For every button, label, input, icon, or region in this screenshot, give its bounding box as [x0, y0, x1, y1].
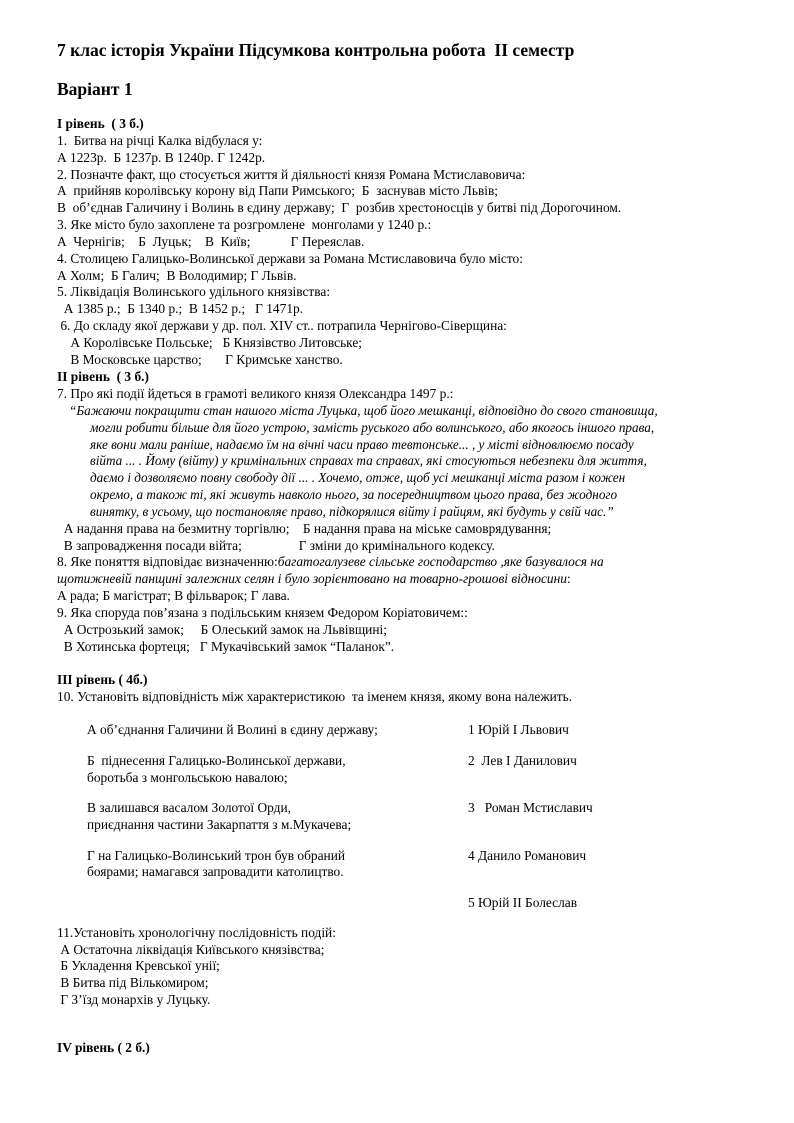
level-1-heading: І рівень ( 3 б.): [57, 116, 144, 131]
question-8-text: 8. Яке поняття відповідає визначенню:: [57, 554, 278, 569]
quote-line: даємо і дозволяємо повну свободу дії ... . Хочемо, отже, щоб усі мешканці міста разом і кожен: [90, 470, 626, 485]
quote-line: могли робити більше для його устрою, замість руського або волинського, або якогось іншого права,: [90, 420, 655, 435]
question-8-line-2: [57, 571, 571, 587]
question-11-option-c: В Битва під Вількомиром;: [57, 975, 209, 990]
question-9-options-line-2: В Хотинська фортеця; Г Мукачівський замок “Паланок”.: [57, 639, 395, 654]
match-characteristic-d-cont: боярами; намагався запровадити католицтво.: [87, 864, 344, 879]
question-8-definition-cont: щотижневій панщині залежних селян і було зорієнтовано на товарно-грошові відносини: [57, 571, 567, 586]
quote-line: яке вони мали раніше, надаємо їм на вічні часи право тевтонське... , у місті відновлюємо посаду: [90, 437, 634, 452]
question-4-options: А Холм; Б Галич; В Володимир; Г Львів.: [57, 268, 297, 283]
question-11-option-d: Г З’їзд монархів у Луцьку.: [57, 992, 211, 1007]
match-prince-5: 5 Юрій ІІ Болеслав: [468, 895, 578, 910]
question-7-options-line-1: А надання права на безмитну торгівлю; Б надання права на міське самоврядування;: [57, 521, 552, 536]
question-6-options-line-2: В Московське царство; Г Кримське ханство.: [57, 352, 343, 367]
match-characteristic-b: Б піднесення Галицько-Волинської держави,: [87, 753, 346, 768]
quote-line: винятку, в усьому, що постановляє право, підкорялися війту і райцям, які будуть у свій час.”: [90, 504, 614, 519]
question-2-options-line-1: А прийняв королівську корону від Папи Римського; Б заснував місто Львів;: [57, 183, 499, 198]
question-5: 5. Ліквідація Волинського удільного князівства:: [57, 284, 331, 299]
match-prince-2: 2 Лев І Данилович: [468, 753, 577, 768]
question-7: 7. Про які події йдеться в грамоті великого князя Олександра 1497 р.:: [57, 386, 454, 401]
question-3: 3. Яке місто було захоплене та розгромлене монголами у 1240 р.:: [57, 217, 432, 232]
level-3-heading: ІІІ рівень ( 4б.): [57, 672, 148, 687]
question-8-options: А рада; Б магістрат; В фільварок; Г лава.: [57, 588, 290, 603]
question-1-options: А 1223р. Б 1237р. В 1240р. Г 1242р.: [57, 150, 266, 165]
question-8-definition: багатогалузеве сільське господарство ,яке базувалося на: [277, 554, 604, 569]
question-4: 4. Столицею Галицько-Волинської держави за Романа Мстиславовича було місто:: [57, 251, 523, 266]
question-11: 11.Установіть хронологічну послідовність подій:: [57, 925, 336, 940]
match-prince-4: 4 Данило Романович: [468, 848, 587, 863]
match-prince-1: 1 Юрій І Львович: [468, 722, 569, 737]
match-characteristic-a: А об’єднання Галичини й Волині в єдину державу;: [87, 722, 378, 737]
question-1: 1. Битва на річці Калка відбулася у:: [57, 133, 263, 148]
question-11-option-b: Б Укладення Кревської унії;: [57, 958, 220, 973]
page-title: 7 клас історія України Підсумкова контрольна робота ІІ семестр: [57, 40, 575, 60]
question-7-options-line-2: В запровадження посади війта; Г зміни до кримінального кодексу.: [57, 538, 495, 553]
question-9-options-line-1: А Острозький замок; Б Олеський замок на Львівщині;: [57, 622, 387, 637]
variant-label: Варіант 1: [57, 79, 133, 99]
question-2-options-line-2: В об’єднав Галичину і Волинь в єдину державу; Г розбив хрестоносців у битві під Дорогочином.: [57, 200, 622, 215]
match-characteristic-c: В залишався васалом Золотої Орди,: [87, 800, 292, 815]
level-2-heading: ІІ рівень ( 3 б.): [57, 369, 149, 384]
question-8: [57, 554, 604, 570]
question-3-options: А Чернігів; Б Луцьк; В Київ; Г Переяслав.: [57, 234, 365, 249]
quote-line: “Бажаючи покращити стан нашого міста Луцька, щоб його мешканці, відповідно до свого становища,: [69, 403, 658, 418]
question-6: 6. До складу якої держави у др. пол. XIV ст.. потрапила Чернігово-Сіверщина:: [57, 318, 507, 333]
question-10: 10. Установіть відповідність між характеристикою та іменем князя, якому вона належить.: [57, 689, 573, 704]
match-characteristic-c-cont: приєднання частини Закарпаття з м.Мукачева;: [87, 817, 352, 832]
match-prince-3: 3 Роман Мстиславич: [468, 800, 593, 815]
question-11-option-a: А Остаточна ліквідація Київського князівства;: [57, 942, 325, 957]
question-5-options: А 1385 р.; Б 1340 р.; В 1452 р.; Г 1471р.: [57, 301, 304, 316]
question-6-options-line-1: А Королівське Польське; Б Князівство Литовське;: [57, 335, 363, 350]
question-2: 2. Позначте факт, що стосується життя й діяльності князя Романа Мстиславовича:: [57, 167, 526, 182]
level-4-heading: ІV рівень ( 2 б.): [57, 1040, 150, 1055]
match-characteristic-b-cont: боротьба з монгольською навалою;: [87, 770, 288, 785]
quote-line: війта ... . Йому (війту) у кримінальних справах та справах, які стосуються небезпеки для життя,: [90, 453, 647, 468]
question-9: 9. Яка споруда пов’язана з подільським князем Федором Коріатовичем::: [57, 605, 468, 620]
quote-line: окремо, а також ті, які живуть навколо нього, за посередництвом цього права, без жодного: [90, 487, 618, 502]
match-characteristic-d: Г на Галицько-Волинський трон був обраний: [87, 848, 346, 863]
question-8-colon: :: [566, 571, 571, 586]
